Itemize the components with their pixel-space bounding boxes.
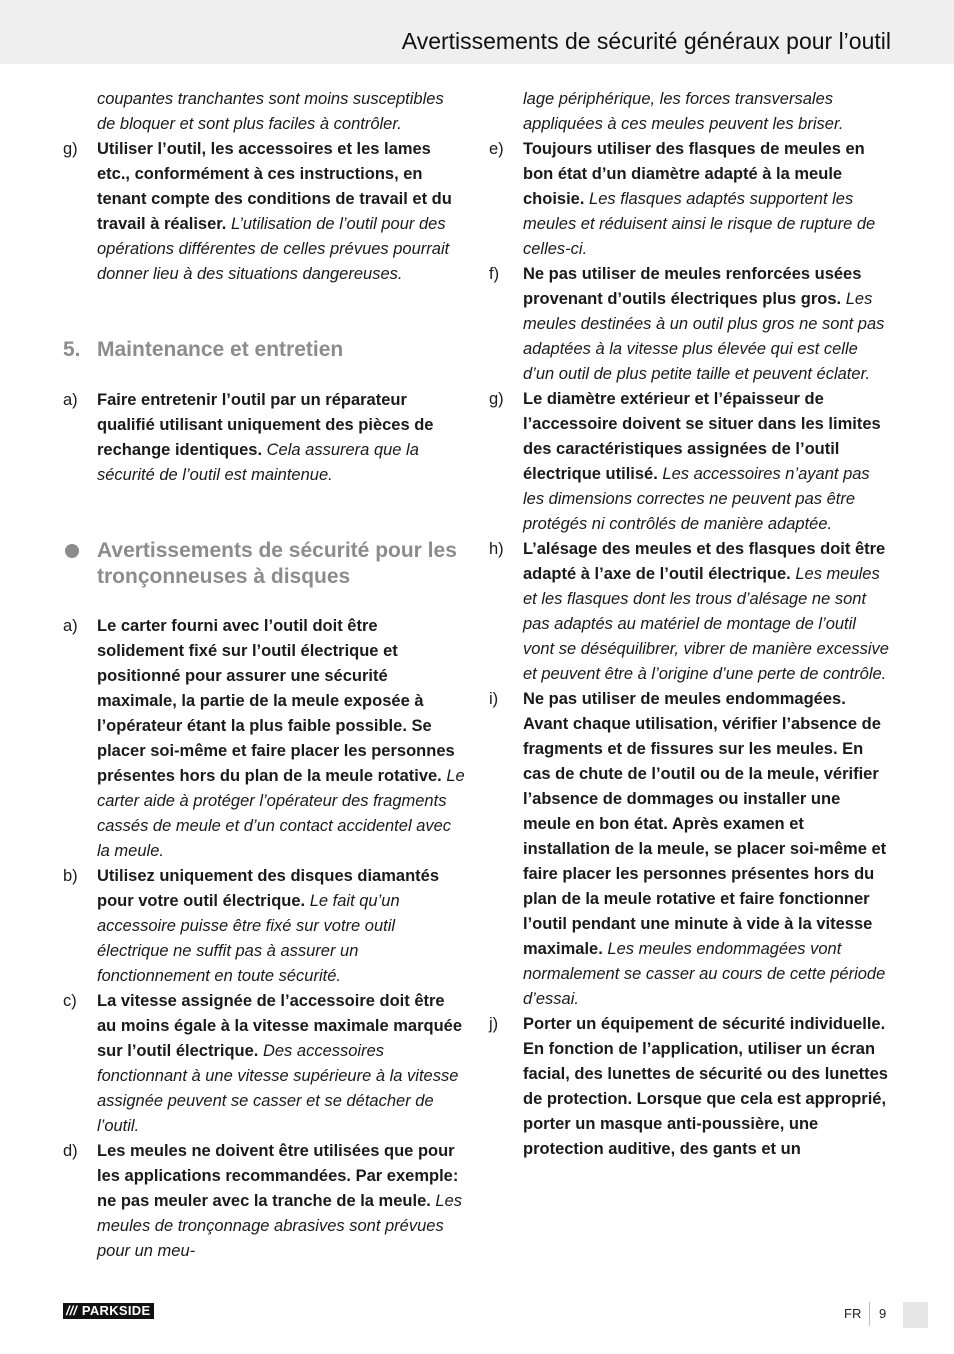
item-italic-text: Les meules endommagées vont normalement se casser au cours de cette période d’essai. <box>523 940 886 1008</box>
list-item-c <box>63 989 465 1139</box>
bullet-icon <box>65 544 79 558</box>
item-label: h) <box>489 540 504 558</box>
item-bold-text: Le carter fourni avec l’outil doit être solidement fixé sur l’outil électrique et positionné pour assurer une sécurité maximale, la partie de la meule exposée à l’opérateur étant la plus faible possible. Se placer soi-même et faire placer les personnes présentes hors du plan de la meule rotative. <box>97 617 455 785</box>
continued-paragraph: coupantes tranchantes sont moins susceptibles de bloquer et sont plus faciles à contrôler. <box>97 90 444 133</box>
right-column <box>489 87 891 1162</box>
item-label: i) <box>489 690 499 708</box>
continued-paragraph: lage périphérique, les forces transversales appliquées à ces meules peuvent les briser. <box>523 90 844 133</box>
list-item-f <box>489 262 891 387</box>
list-item-e <box>489 137 891 262</box>
item-label: a) <box>63 617 78 635</box>
list-item-h <box>489 537 891 687</box>
item-label: d) <box>63 1142 78 1160</box>
item-italic-text: Le carter aide à protéger l’opérateur des fragments cassés de meule et d’un contact accidentel avec la meule. <box>97 767 465 860</box>
item-bold-text: La vitesse assignée de l’accessoire doit être au moins égale à la vitesse maximale marquée sur l’outil électrique. <box>97 992 463 1060</box>
list-item-d <box>63 1139 465 1264</box>
list-item-a-maintenance <box>63 388 465 488</box>
list-item-a <box>63 614 465 864</box>
list-item-g <box>63 137 465 287</box>
footer-tab-box <box>903 1302 928 1328</box>
item-italic-text: Les meules et les flasques dont les trous d’alésage ne sont pas adaptés au matériel de montage de l’outil vont se déséquilibrer, vibrer de manière excessive et peuvent être à l’origine d’une perte de contrôle. <box>523 565 889 683</box>
item-italic-text: Le fait qu’un accessoire puisse être fixé sur votre outil électrique ne suffit pas à assurer un fonctionnement en toute sécurité. <box>97 892 400 985</box>
item-label: g) <box>489 390 504 408</box>
footer-divider <box>869 1302 870 1326</box>
item-label: f) <box>489 265 500 283</box>
item-italic-text: L’utilisation de l’outil pour des opérations différentes de celles prévues pourrait donner lieu à des situations dangereuses. <box>97 215 450 283</box>
item-bold-text: Toujours utiliser des flasques de meules en bon état d’un diamètre adapté à la meule choisie. <box>523 140 865 208</box>
item-italic-text: Cela assurera que la sécurité de l’outil est maintenue. <box>97 441 419 484</box>
item-label: a) <box>63 391 78 409</box>
item-label: g) <box>63 140 78 158</box>
item-bold-text: Faire entretenir l’outil par un réparateur qualifié utilisant uniquement des pièces de rechange identiques. <box>97 391 434 459</box>
item-label: e) <box>489 140 504 158</box>
logo-text: PARKSIDE <box>80 1303 155 1319</box>
item-italic-text: Des accessoires fonctionnant à une vitesse supérieure à la vitesse assignée peuvent se casser et se détacher de l’outil. <box>97 1042 459 1135</box>
item-italic-text: Les meules destinées à un outil plus gros ne sont pas adaptées à la vitesse plus élevée qui est celle d’un outil de plus petite taille et peuvent éclater. <box>523 290 885 383</box>
item-bold-text: Porter un équipement de sécurité individuelle. En fonction de l’application, utiliser un écran facial, des lunettes de sécurité ou des lunettes de protection. Lorsque que cela est approprié, porter un masque anti-poussière, une protection auditive, des gants et un <box>523 1015 888 1158</box>
parkside-logo <box>63 1303 154 1319</box>
list-item-j <box>489 1012 891 1162</box>
item-bold-text: Le diamètre extérieur et l’épaisseur de l’accessoire doivent se situer dans les limites des caractéristiques assignées de l’outil électrique utilisé. <box>523 390 881 483</box>
item-italic-text: Les flasques adaptés supportent les meules et réduisent ainsi le risque de rupture de celles-ci. <box>523 190 876 258</box>
item-label: c) <box>63 992 77 1010</box>
item-label: b) <box>63 867 78 885</box>
item-italic-text: Les meules de tronçonnage abrasives sont prévues pour un meu- <box>97 1192 463 1260</box>
section-heading-maintenance <box>63 337 465 363</box>
page-header-title: Avertissements de sécurité généraux pour l’outil <box>401 28 891 54</box>
left-column <box>63 87 465 1264</box>
list-item-b <box>63 864 465 989</box>
item-bold-text: Utiliser l’outil, les accessoires et les lames etc., conformément à ces instructions, en tenant compte des conditions de travail et du travail à réaliser. <box>97 140 452 233</box>
item-bold-text: Ne pas utiliser de meules renforcées usées provenant d’outils électriques plus gros. <box>523 265 862 308</box>
item-bold-text: L’alésage des meules et des flasques doit être adapté à l’axe de l’outil électrique. <box>523 540 886 583</box>
section-title: Maintenance et entretien <box>97 338 344 361</box>
item-bold-text: Utilisez uniquement des disques diamantés pour votre outil électrique. <box>97 867 439 910</box>
section-title: Avertissements de sécurité pour les tronçonneuses à disques <box>97 539 457 588</box>
item-bold-text: Ne pas utiliser de meules endommagées. Avant chaque utilisation, vérifier l’absence de fragments et de fissures sur les meules. En cas de chute de l’outil ou de la meule, vérifier l’absence de dommages ou installer une meule en bon état. Après examen et installation de la meule, se placer soi-même et faire placer les personnes présentes hors du plan de la meule rotative et faire fonctionner l’outil pendant une minute à vide à la vitesse maximale. <box>523 690 887 958</box>
item-label: j) <box>489 1015 499 1033</box>
language-code: FR <box>844 1306 862 1321</box>
logo-slashes: /// <box>63 1303 80 1319</box>
section-number: 5. <box>63 338 81 361</box>
item-bold-text: Les meules ne doivent être utilisées que pour les applications recommandées. Par exemple: ne pas meuler avec la tranche de la meule. <box>97 1142 459 1210</box>
list-item-g <box>489 387 891 537</box>
page-number: 9 <box>879 1306 887 1321</box>
section-heading-saws <box>63 538 465 590</box>
item-italic-text: Les accessoires n’ayant pas les dimensions correctes ne peuvent pas être protégés ni contrôlés de manière adaptée. <box>523 465 870 533</box>
list-item-i <box>489 687 891 1012</box>
